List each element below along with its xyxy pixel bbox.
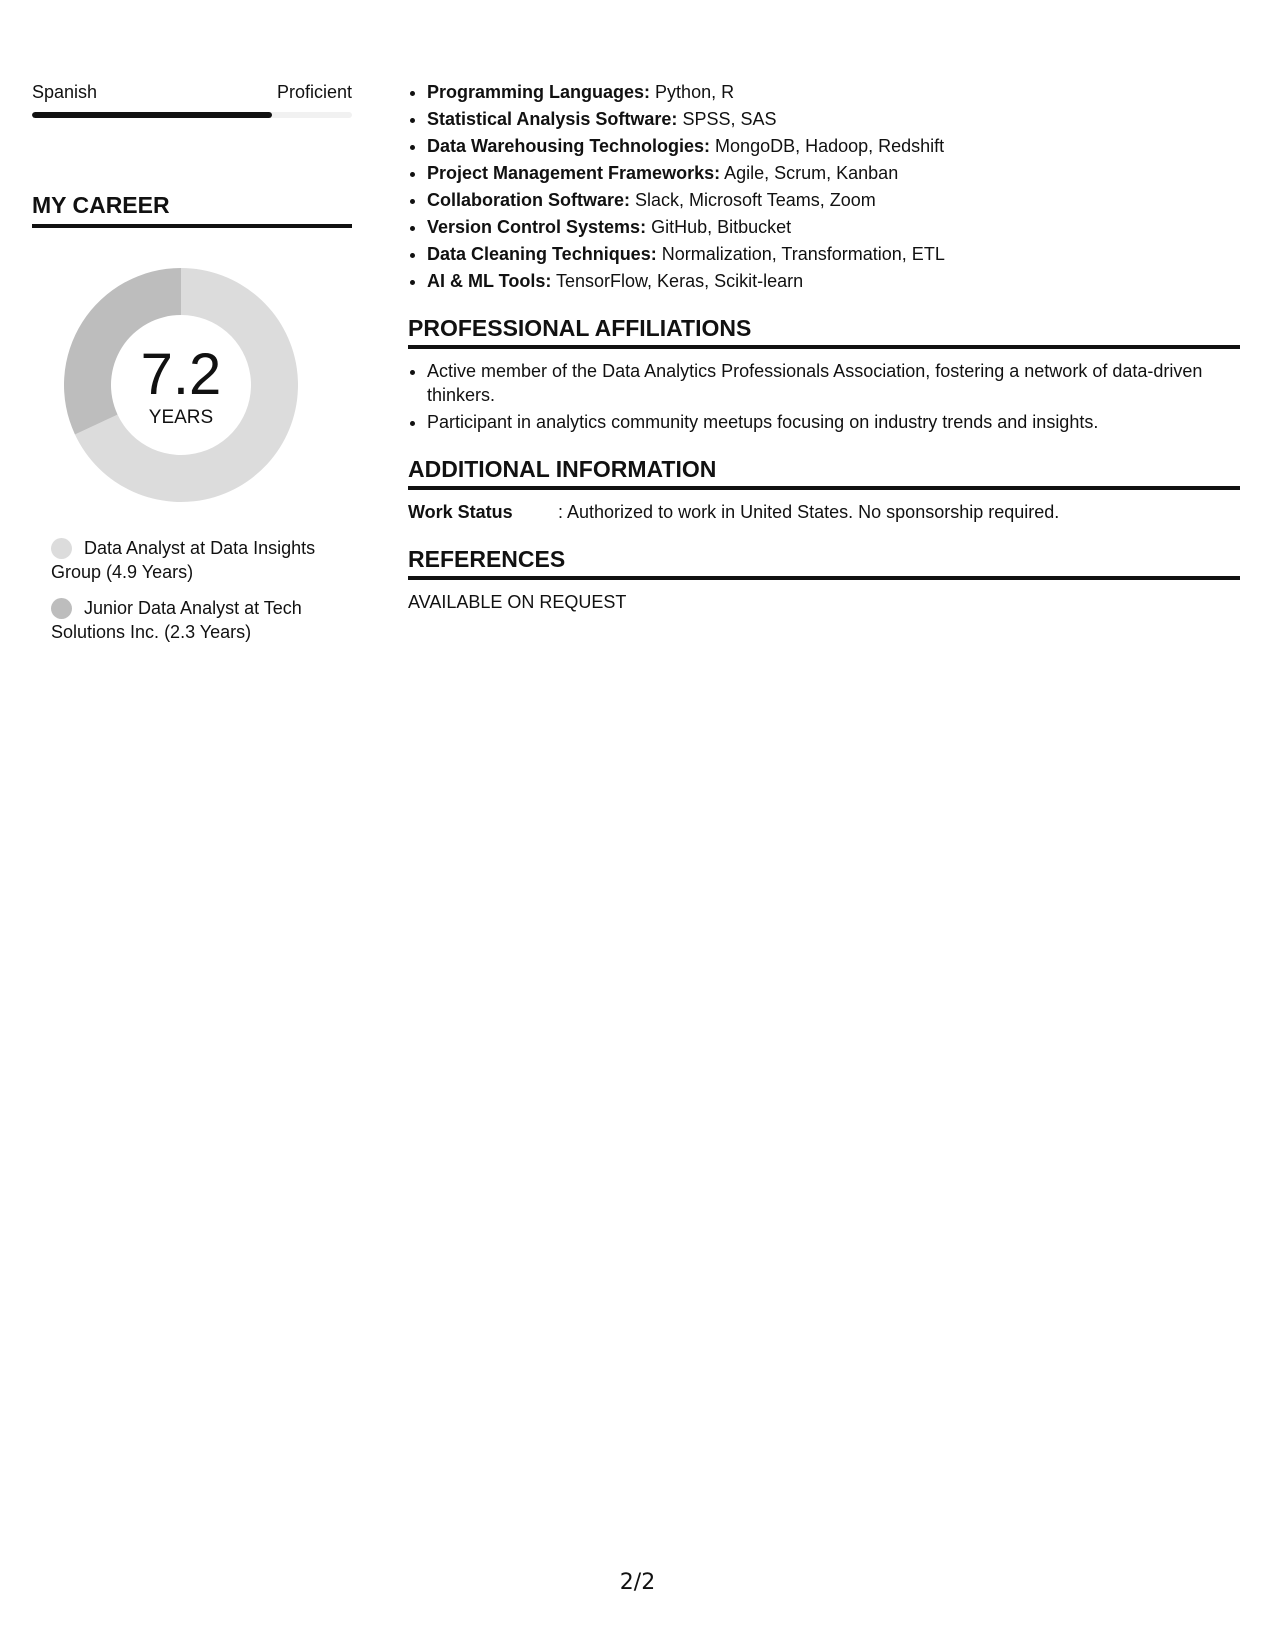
skill-label: Version Control Systems:: [427, 217, 647, 237]
career-heading: MY CAREER: [32, 190, 352, 228]
skill-value: GitHub, Bitbucket: [651, 217, 792, 237]
career-total-years: 7.2: [140, 342, 222, 407]
legend-label: Junior Data Analyst at Tech Solutions Inc. (2.3 Years): [51, 598, 302, 642]
work-status-row: [408, 500, 1240, 524]
skill-value: Normalization, Transformation, ETL: [661, 244, 945, 264]
page-number: 2/2: [619, 1570, 656, 1595]
references-heading: REFERENCES: [408, 544, 1240, 580]
skill-value: Python, R: [655, 82, 735, 102]
skill-value: MongoDB, Hadoop, Redshift: [715, 136, 945, 156]
work-status-label: Work Status: [408, 502, 513, 522]
list-item: [427, 215, 1240, 239]
work-status-value: : Authorized to work in United States. No sponsorship required.: [558, 502, 1060, 522]
legend-dot: [51, 538, 72, 559]
skill-value: Slack, Microsoft Teams, Zoom: [635, 190, 876, 210]
list-item: [427, 242, 1240, 266]
skills-list: [408, 80, 1240, 293]
references-text: AVAILABLE ON REQUEST: [408, 592, 627, 612]
skill-value: Agile, Scrum, Kanban: [724, 163, 899, 183]
skill-value: SPSS, SAS: [682, 109, 777, 129]
legend-dot: [51, 598, 72, 619]
skill-label: Data Warehousing Technologies:: [427, 136, 711, 156]
list-item: [427, 107, 1240, 131]
list-item: [427, 161, 1240, 185]
skill-label: Programming Languages:: [427, 82, 651, 102]
list-item: [427, 269, 1240, 293]
donut-center: [56, 260, 306, 510]
language-proficiency-bar: [32, 112, 352, 118]
language-name: Spanish: [32, 82, 98, 102]
career-legend: [32, 536, 352, 644]
skill-value: TensorFlow, Keras, Scikit-learn: [556, 271, 804, 291]
skill-label: AI & ML Tools:: [427, 271, 552, 291]
list-item: [427, 80, 1240, 104]
list-item: [427, 134, 1240, 158]
legend-label: Data Analyst at Data Insights Group (4.9 Years): [51, 538, 316, 582]
language-row: [32, 80, 352, 104]
list-item: • Participant in analytics community meetups focusing on industry trends and insights.: [427, 410, 1240, 434]
career-total-unit: YEARS: [148, 407, 214, 428]
affiliations-list: [408, 359, 1240, 434]
legend-item: [51, 536, 352, 584]
legend-item: [51, 596, 352, 644]
right-column: [408, 80, 1240, 614]
skill-label: Project Management Frameworks:: [427, 163, 721, 183]
additional-info-heading: ADDITIONAL INFORMATION: [408, 454, 1240, 490]
affiliations-heading: PROFESSIONAL AFFILIATIONS: [408, 313, 1240, 349]
list-item: [427, 188, 1240, 212]
skill-label: Statistical Analysis Software:: [427, 109, 678, 129]
skill-label: Collaboration Software:: [427, 190, 631, 210]
language-proficiency-fill: [32, 112, 272, 118]
language-level: Proficient: [276, 82, 352, 102]
list-item: • Active member of the Data Analytics Professionals Association, fostering a network of data-driven thinkers.: [427, 359, 1240, 407]
career-donut-chart: [56, 260, 306, 510]
left-column: [32, 80, 352, 656]
skill-label: Data Cleaning Techniques:: [427, 244, 657, 264]
